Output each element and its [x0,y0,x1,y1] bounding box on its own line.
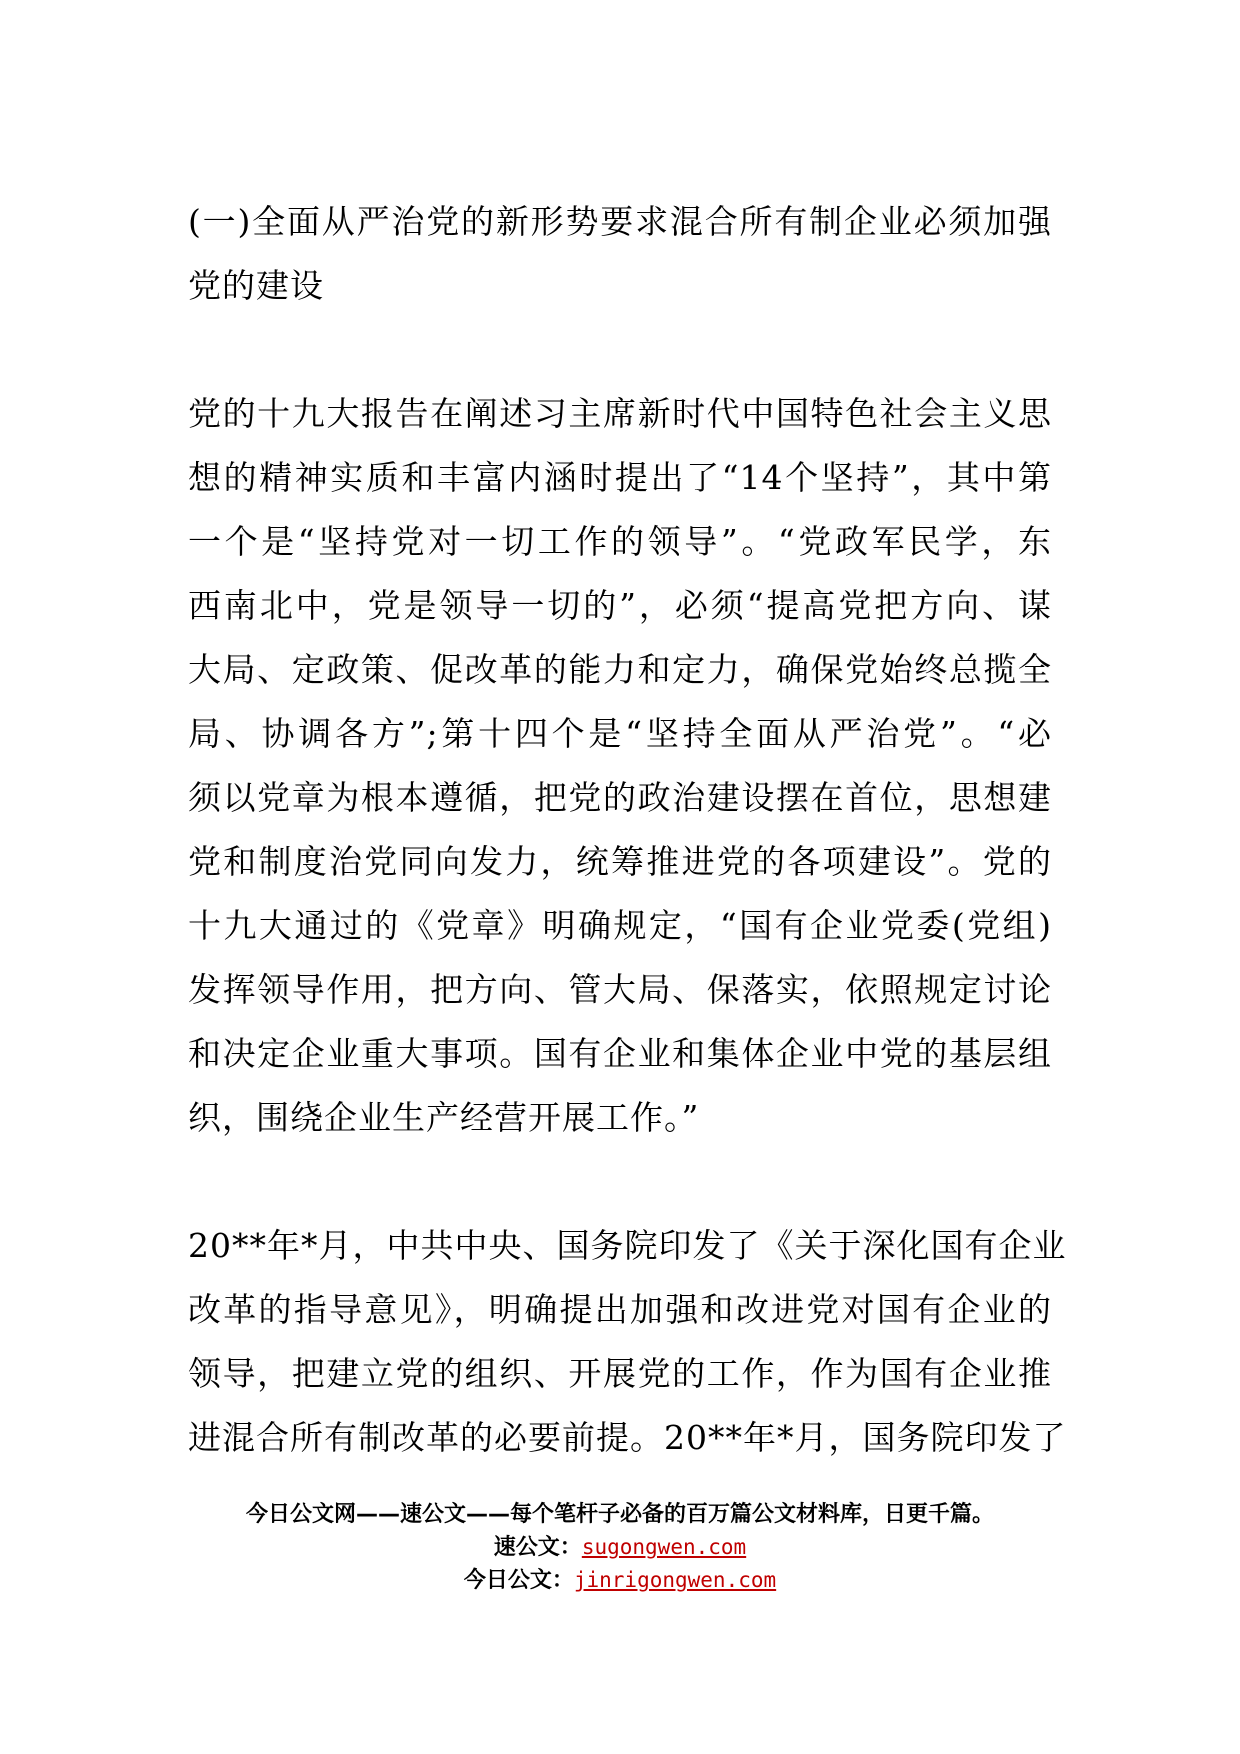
paragraph-line: 西南北中，党是领导一切的”，必须“提高党把方向、谋 [188,586,1052,625]
footer-site-1 [0,1531,1240,1564]
paragraph-2 [188,1214,1067,1470]
paragraph-line: 改革的指导意见》，明确提出加强和改进党对国有企业的 [188,1290,1052,1329]
paragraph-line: 一个是“坚持党对一切工作的领导”。“党政军民学，东 [188,522,1052,561]
page-footer [0,1498,1240,1597]
paragraph-line: 发挥领导作用，把方向、管大局、保落实，依照规定讨论 [188,970,1052,1009]
paragraph-line: 党的十九大报告在阐述习主席新时代中国特色社会主义思 [188,394,1052,433]
paragraph-line: 局、协调各方”;第十四个是“坚持全面从严治党”。“必 [188,714,1052,753]
footer-site-1-label: 速公文： [493,1535,582,1560]
footer-site-2-link[interactable]: jinrigongwen.com [573,1568,777,1592]
paragraph-line: 20**年*月，中共中央、国务院印发了《关于深化国有企业 [188,1226,1067,1265]
paragraph-line: 想的精神实质和丰富内涵时提出了“14个坚持”，其中第 [188,458,1052,497]
paragraph-line: 十九大通过的《党章》明确规定，“国有企业党委(党组) [188,906,1052,945]
footer-site-1-link[interactable]: sugongwen.com [581,1535,747,1559]
document-body [188,190,1067,1470]
heading-line: 党的建设 [188,266,324,305]
paragraph-line: 进混合所有制改革的必要前提。20**年*月，国务院印发了 [188,1418,1067,1457]
paragraph-line: 须以党章为根本遵循，把党的政治建设摆在首位，思想建 [188,778,1052,817]
paragraph-line: 大局、定政策、促改革的能力和定力，确保党始终总揽全 [188,650,1052,689]
paragraph-line: 织，围绕企业生产经营开展工作。” [188,1098,700,1137]
footer-site-2 [0,1564,1240,1597]
paragraph-line: 党和制度治党同向发力，统筹推进党的各项建设”。党的 [188,842,1052,881]
paragraph-line: 领导，把建立党的组织、开展党的工作，作为国有企业推 [188,1354,1052,1393]
heading-line: (一)全面从严治党的新形势要求混合所有制企业必须加强 [188,202,1052,241]
paragraph-1 [188,382,1052,1150]
section-heading [188,190,1052,318]
footer-site-2-label: 今日公文： [463,1568,574,1593]
footer-tagline: 今日公文网——速公文——每个笔杆子必备的百万篇公文材料库，日更千篇。 [245,1502,994,1527]
paragraph-line: 和决定企业重大事项。国有企业和集体企业中党的基层组 [188,1034,1052,1073]
